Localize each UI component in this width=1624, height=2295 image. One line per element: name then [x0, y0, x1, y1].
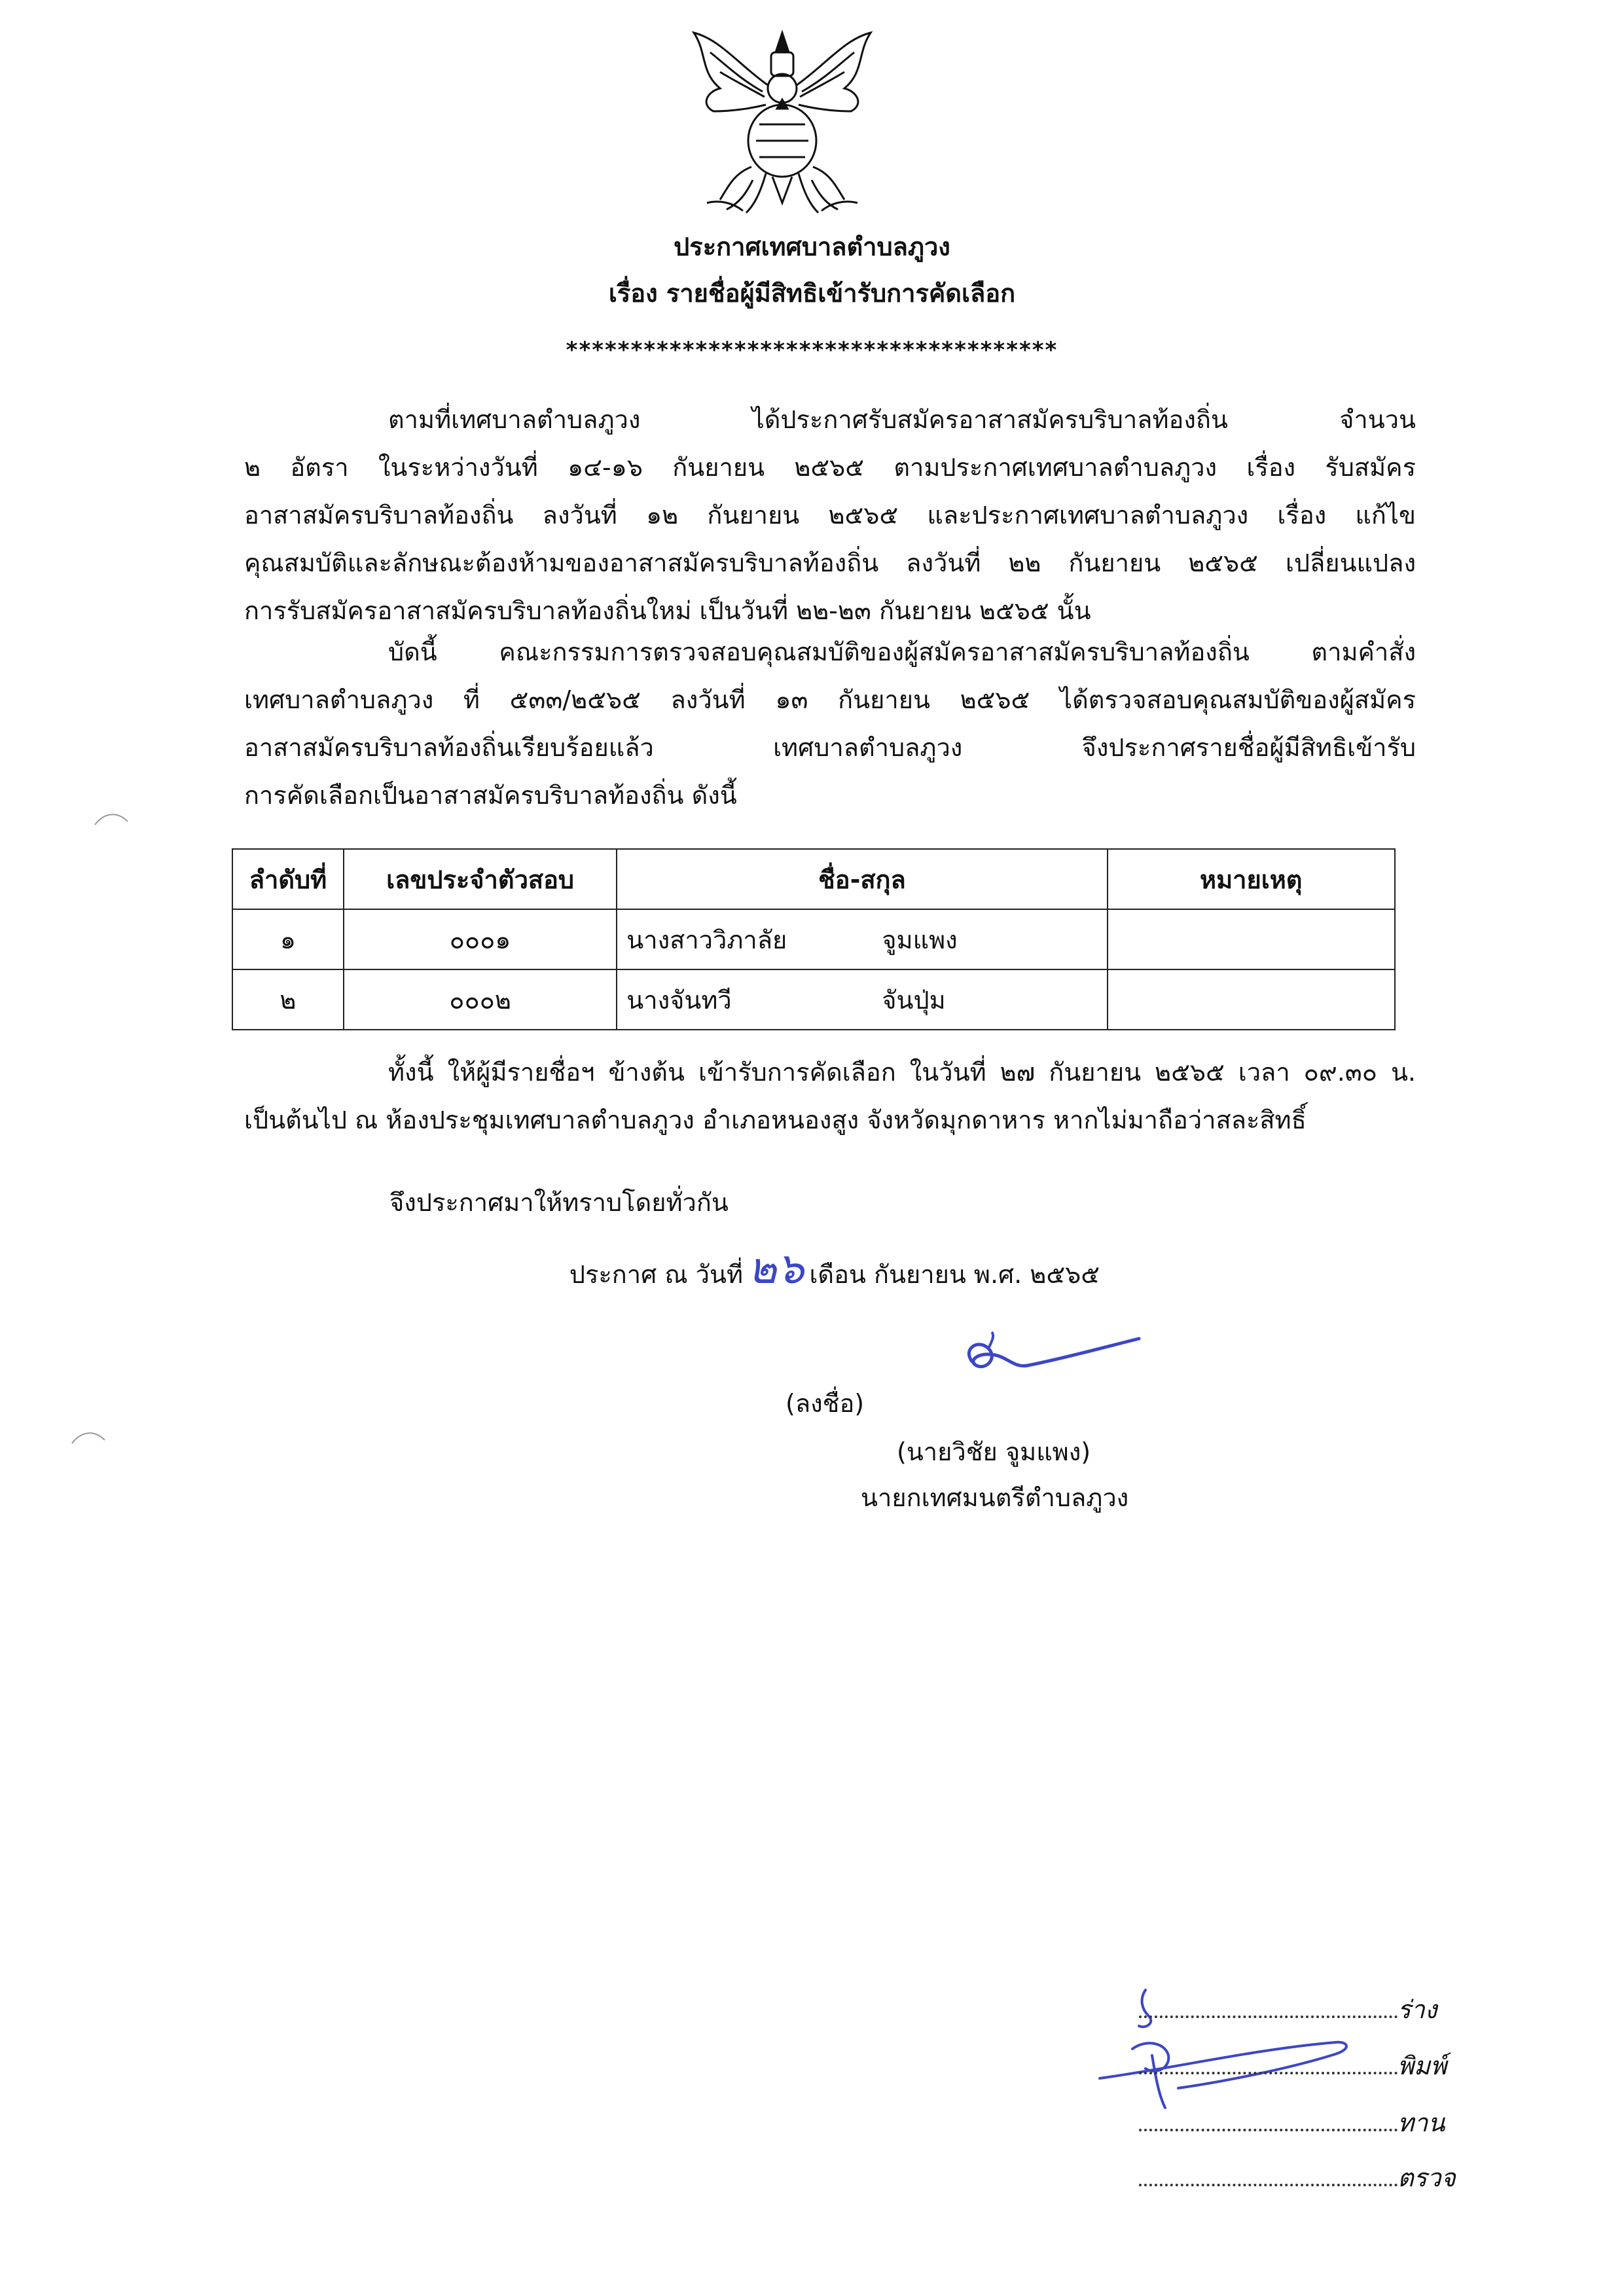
paragraph-1-line: ตามที่เทศบาลตำบลภูวง ได้ประกาศรับสมัครอาสาสมัครบริบาลท้องถิ่น จำนวน — [388, 405, 1416, 434]
cell-note — [1108, 969, 1395, 1030]
paragraph-2-line: เทศบาลตำบลภูวง ที่ ๕๓๓/๒๕๖๕ ลงวันที่ ๑๓ กันยายน ๒๕๖๕ ได้ตรวจสอบคุณสมบัติของผู้สมัคร — [244, 685, 1416, 714]
paragraph-1 — [244, 396, 1416, 635]
garuda-emblem — [681, 26, 884, 216]
first-name: นางจันทวี — [626, 985, 732, 1015]
cell-note — [1108, 909, 1395, 969]
paragraph-1-line: อาสาสมัครบริบาลท้องถิ่น ลงวันที่ ๑๒ กันยายน ๒๕๖๕ และประกาศเทศบาลตำบลภูวง เรื่อง แก้ไข — [244, 501, 1416, 530]
routing-label: ร่าง — [1398, 1995, 1437, 2024]
header-exam-id: เลขประจำตัวสอบ — [344, 849, 617, 909]
dotted-line — [1139, 2165, 1398, 2186]
paragraph-1-line: การรับสมัครอาสาสมัครบริบาลท้องถิ่นใหม่ เป็นวันที่ ๒๒-๒๓ กันยายน ๒๕๖๕ นั้น — [244, 596, 1091, 625]
table-header-row — [232, 849, 1395, 909]
scan-mark — [69, 1427, 108, 1447]
paragraph-1-line: ๒ อัตรา ในระหว่างวันที่ ๑๔-๑๖ กันยายน ๒๕๖๕ ตามประกาศเทศบาลตำบลภูวง เรื่อง รับสมัคร — [244, 453, 1416, 482]
paragraph-3 — [244, 1049, 1416, 1144]
last-name: จูมแพง — [882, 925, 958, 954]
closing-line: จึงประกาศมาให้ทราบโดยทั่วกัน — [389, 1188, 729, 1217]
header-order: ลำดับที่ — [232, 849, 344, 909]
date-prefix: ประกาศ ณ วันที่ — [569, 1260, 744, 1289]
paragraph-2-line: การคัดเลือกเป็นอาสาสมัครบริบาลท้องถิ่น ดังนี้ — [244, 781, 737, 810]
sign-label: (ลงชื่อ) — [785, 1389, 865, 1418]
dotted-line — [1139, 2053, 1398, 2074]
routing-label: ตรวจ — [1398, 2163, 1456, 2192]
paragraph-2-line: อาสาสมัครบริบาลท้องถิ่นเรียบร้อยแล้ว เทศบาลตำบลภูวง จึงประกาศรายชื่อผู้มีสิทธิเข้ารับ — [244, 733, 1416, 762]
table-row — [232, 909, 1395, 969]
table-row — [232, 969, 1395, 1030]
signer-position: นายกเทศมนตรีตำบลภูวง — [861, 1483, 1129, 1512]
cell-name — [617, 969, 1107, 1030]
announcement-date — [0, 1242, 1100, 1301]
cell-exam-id: ๐๐๐๒ — [344, 969, 617, 1030]
cell-exam-id: ๐๐๐๑ — [344, 909, 617, 969]
paragraph-2-line: บัดนี้ คณะกรรมการตรวจสอบคุณสมบัติของผู้สมัครอาสาสมัครบริบาลท้องถิ่น ตามคำสั่ง — [388, 638, 1416, 666]
paragraph-3-line: ทั้งนี้ ให้ผู้มีรายชื่อฯ ข้างต้น เข้ารับการคัดเลือก ในวันที่ ๒๗ กันยายน ๒๕๖๕ เวลา ๐๙.๓๐ น. — [388, 1058, 1416, 1087]
routing-proofread — [1139, 2103, 1453, 2142]
dotted-line — [1139, 1997, 1398, 2018]
cell-name — [617, 909, 1107, 969]
header-note: หมายเหตุ — [1108, 849, 1395, 909]
paragraph-3-line: เป็นต้นไป ณ ห้องประชุมเทศบาลตำบลภูวง อำเภอหนองสูง จังหวัดมุกดาหาร หากไม่มาถือว่าสละสิทธิ์ — [244, 1106, 1307, 1134]
last-name: จันปุ่ม — [882, 985, 946, 1015]
announcement-title: ประกาศเทศบาลตำบลภูวง — [674, 232, 950, 261]
routing-label: พิมพ์ — [1398, 2051, 1447, 2080]
header-name: ชื่อ-สกุล — [617, 849, 1107, 909]
separator-stars: ************************************** — [566, 337, 1058, 363]
signer-name: (นายวิชัย จูมแพง) — [897, 1437, 1091, 1466]
cell-order: ๒ — [232, 969, 344, 1030]
dotted-line — [1139, 2110, 1398, 2131]
signature-scribble — [949, 1316, 1146, 1401]
routing-label: ทาน — [1398, 2108, 1445, 2137]
paragraph-1-line: คุณสมบัติและลักษณะต้องห้ามของอาสาสมัครบริบาลท้องถิ่น ลงวันที่ ๒๒ กันยายน ๒๕๖๕ เปลี่ยนแปลง — [244, 549, 1416, 577]
paragraph-2 — [244, 628, 1416, 820]
first-name: นางสาววิภาลัย — [626, 925, 787, 954]
candidate-table — [232, 848, 1396, 1030]
announcement-subject: เรื่อง รายชื่อผู้มีสิทธิเข้ารับการคัดเลือก — [608, 279, 1016, 308]
date-suffix: เดือน กันยายน พ.ศ. ๒๕๖๕ — [809, 1260, 1100, 1289]
cell-order: ๑ — [232, 909, 344, 969]
scan-mark — [92, 808, 131, 828]
handwritten-day: ๒๖ — [748, 1243, 804, 1293]
routing-draft — [1139, 1990, 1453, 2029]
routing-typed — [1139, 2046, 1453, 2086]
routing-checked — [1139, 2158, 1456, 2197]
